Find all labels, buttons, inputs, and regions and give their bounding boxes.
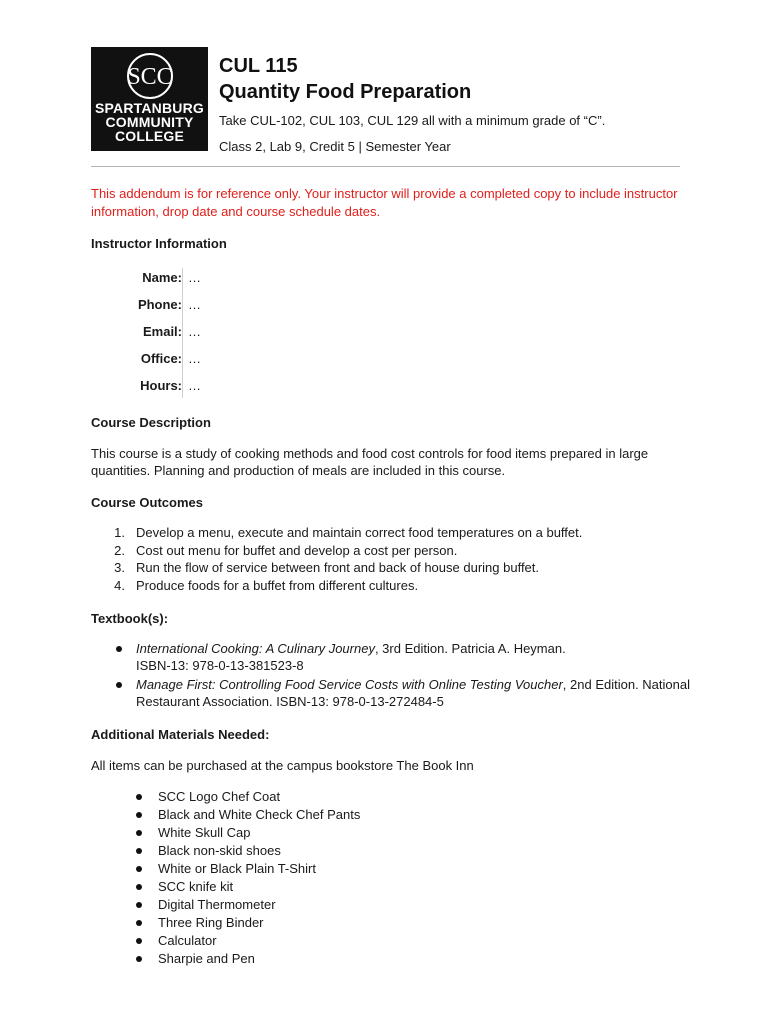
instructor-row [91,270,291,290]
outcome-number: 4. [114,578,125,593]
textbook-entry [136,640,566,658]
header-divider [91,166,680,167]
logo-line-3: COLLEGE [114,128,185,144]
instructor-row [91,378,291,398]
list-item: Black non-skid shoes [158,843,281,858]
instructor-row [91,351,291,371]
monogram-text: SCC [126,64,173,90]
textbooks-heading: Textbook(s): [91,611,169,626]
bullet-icon [136,938,142,944]
bullet-icon [136,794,142,800]
logo-line-1: SPARTANBURG [94,100,204,116]
hours-value: … [188,378,201,393]
email-label: Email: [142,324,182,339]
bullet-icon [136,884,142,890]
materials-intro: All items can be purchased at the campus bookstore The Book Inn [91,758,474,773]
list-item: Calculator [158,933,217,948]
outcome-number: 1. [114,525,125,540]
textbook-isbn: Restaurant Association. ISBN-13: 978-0-13-272484-5 [136,694,444,709]
list-item: SCC Logo Chef Coat [158,789,281,804]
office-value: … [188,351,201,366]
textbook-isbn: ISBN-13: 978-0-13-381523-8 [136,658,304,673]
bullet-icon [116,682,122,688]
hours-label: Hours: [140,378,182,393]
description-text: This course is a study of cooking methods and food cost controls for food items prepared in large quantities. Planning and production of meals are included in this course. [91,446,649,478]
reference-notice: This addendum is for reference only. Your instructor will provide a completed copy to include instructor information, drop date and course schedule dates. [91,186,678,219]
instructor-row [91,297,291,317]
email-value: … [188,324,201,339]
office-label: Office: [140,351,182,366]
bullet-icon [116,646,122,652]
phone-label: Phone: [137,297,182,312]
course-name: Quantity Food Preparation [219,81,472,103]
name-value: … [188,270,201,285]
instructor-heading: Instructor Information [91,236,227,251]
list-item: Black and White Check Chef Pants [158,807,361,822]
list-item: Digital Thermometer [158,897,276,912]
textbook-entry [136,676,690,694]
outcome-text: Produce foods for a buffet from different cultures. [136,578,419,593]
college-logo [91,47,208,151]
course-code: CUL 115 [219,55,298,77]
outcome-number: 2. [114,543,125,558]
textbook-details: , 3rd Edition. Patricia A. Heyman. [374,641,566,656]
bullet-icon [136,830,142,836]
bullet-icon [136,956,142,962]
credits-text: Class 2, Lab 9, Credit 5 | Semester Year [219,139,451,154]
textbook-details: , 2nd Edition. National [562,677,690,692]
materials-heading: Additional Materials Needed: [91,727,270,742]
textbook-title: Manage First: Controlling Food Service Costs with Online Testing Voucher [136,677,563,692]
outcome-text: Run the flow of service between front and back of house during buffet. [136,560,540,575]
list-item: Sharpie and Pen [158,951,255,966]
outcome-number: 3. [114,560,125,575]
bullet-icon [136,866,142,872]
list-item: White or Black Plain T-Shirt [158,861,316,876]
instructor-row [91,324,291,344]
scc-monogram [91,51,208,103]
phone-value: … [188,297,201,312]
bullet-icon [136,848,142,854]
list-item: SCC knife kit [158,879,234,894]
textbook-title: International Cooking: A Culinary Journey [136,641,375,656]
outcome-text: Develop a menu, execute and maintain correct food temperatures on a buffet. [136,525,583,540]
outcome-text: Cost out menu for buffet and develop a cost per person. [136,543,458,558]
bullet-icon [136,902,142,908]
bullet-icon [136,812,142,818]
name-label: Name: [142,270,182,285]
list-item: White Skull Cap [158,825,251,840]
logo-line-2: COMMUNITY [105,114,194,130]
outcomes-heading: Course Outcomes [91,495,203,510]
list-item: Three Ring Binder [158,915,264,930]
prerequisite-text: Take CUL-102, CUL 103, CUL 129 all with a minimum grade of “C”. [219,113,606,128]
description-heading: Course Description [91,415,211,430]
bullet-icon [136,920,142,926]
